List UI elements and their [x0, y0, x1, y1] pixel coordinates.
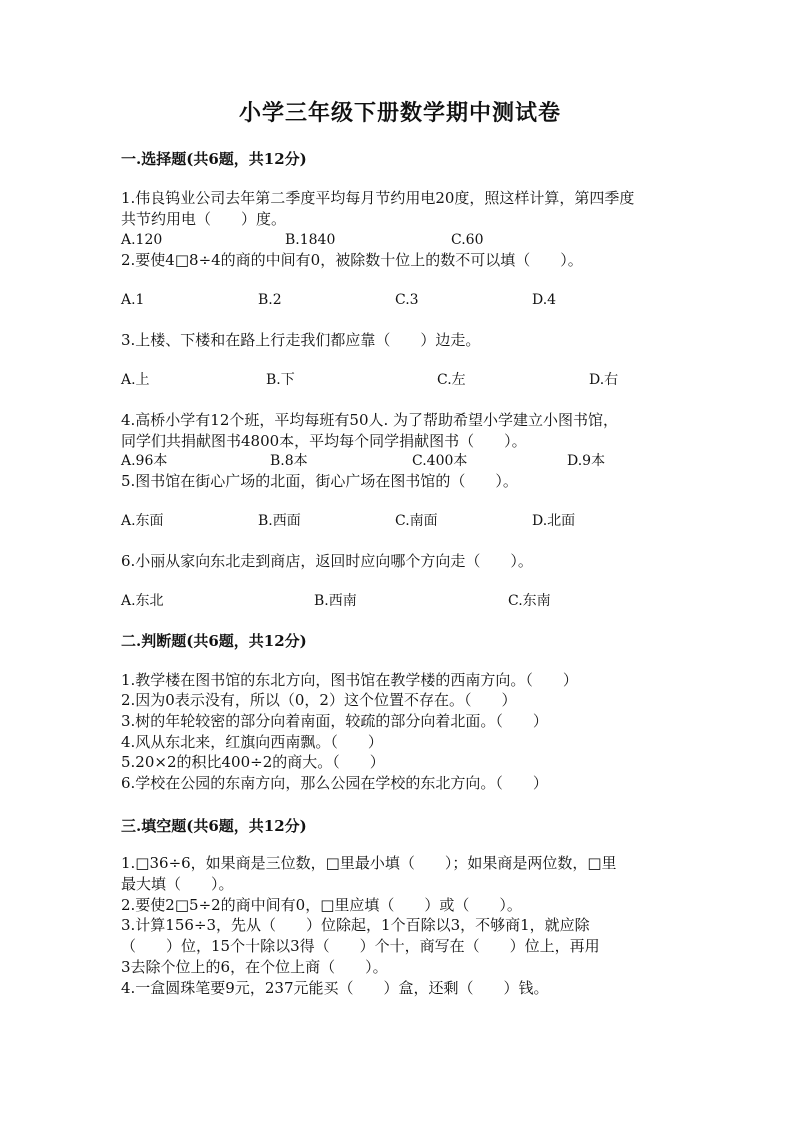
option-b: B.8本 [270, 453, 308, 469]
question-text: 同学们共捐献图书4800本，平均每个同学捐献图书（ ）。 [121, 432, 527, 450]
question-text: 6.小丽从家向东北走到商店，返回时应向哪个方向走（ ）。 [121, 552, 533, 570]
question-text: 共节约用电（ ）度。 [121, 210, 287, 228]
judge-item: 3.树的年轮较密的部分向着南面，较疏的部分向着北面。（ ） [121, 712, 548, 730]
fill-item: 3.计算156÷3，先从（ ）位除起，1个百除以3，不够商1，就应除 [121, 916, 590, 934]
option-c: C.左 [437, 372, 466, 388]
option-d: D.北面 [532, 513, 576, 529]
section-heading-fill: 三.填空题(共6题，共12分) [121, 817, 307, 835]
fill-item: 4.一盒圆珠笔要9元，237元能买（ ）盒，还剩（ ）钱。 [121, 979, 549, 997]
judge-item: 2.因为0表示没有，所以（0，2）这个位置不存在。（ ） [121, 691, 517, 709]
section-heading-choice: 一.选择题(共6题，共12分) [121, 150, 307, 168]
option-d: D.9本 [567, 453, 606, 469]
option-c: C.南面 [395, 513, 438, 529]
question-text: 3.上楼、下楼和在路上行走我们都应靠（ ）边走。 [121, 331, 481, 349]
option-a: A.1 [121, 292, 145, 308]
question-text: 4.高桥小学有12个班，平均每班有50人. 为了帮助希望小学建立小图书馆， [121, 411, 619, 429]
option-c: C.400本 [412, 453, 468, 469]
option-c: C.60 [451, 232, 484, 248]
fill-item: 3去除个位上的6，在个位上商（ ）。 [121, 958, 388, 976]
section-heading-judge: 二.判断题(共6题，共12分) [121, 632, 307, 650]
judge-item: 6.学校在公园的东南方向，那么公园在学校的东北方向。（ ） [121, 774, 548, 792]
option-d: D.右 [589, 372, 619, 388]
option-b: B.下 [266, 372, 295, 388]
fill-item: 最大填（ ）。 [121, 875, 234, 893]
option-a: A.96本 [121, 453, 168, 469]
question-text: 1.伟良钨业公司去年第二季度平均每月节约用电20度，照这样计算，第四季度 [121, 189, 635, 207]
fill-item: 1.□36÷6，如果商是三位数，□里最小填（ ）；如果商是两位数，□里 [121, 854, 617, 872]
page-title: 小学三年级下册数学期中测试卷 [238, 100, 561, 126]
option-c: C.3 [395, 292, 419, 308]
judge-item: 4.风从东北来，红旗向西南飘。（ ） [121, 733, 383, 751]
option-b: B.2 [258, 292, 282, 308]
question-text: 2.要使4□8÷4的商的中间有0，被除数十位上的数不可以填（ ）。 [121, 251, 583, 269]
fill-item: （ ）位，15个十除以3得（ ）个十，商写在（ ）位上，再用 [121, 937, 600, 955]
option-a: A.东面 [121, 513, 164, 529]
fill-item: 2.要使2□5÷2的商中间有0，□里应填（ ）或（ ）。 [121, 896, 522, 914]
option-d: D.4 [532, 292, 557, 308]
judge-item: 1.教学楼在图书馆的东北方向，图书馆在教学楼的西南方向。（ ） [121, 671, 578, 689]
option-a: A.东北 [121, 593, 164, 609]
option-a: A.上 [121, 372, 150, 388]
question-text: 5.图书馆在街心广场的北面，街心广场在图书馆的（ ）。 [121, 472, 518, 490]
option-b: B.1840 [285, 232, 336, 248]
option-c: C.东南 [508, 593, 551, 609]
judge-item: 5.20×2的积比400÷2的商大。（ ） [121, 753, 385, 771]
option-b: B.西面 [258, 513, 301, 529]
option-b: B.西南 [314, 593, 357, 609]
option-a: A.120 [121, 232, 163, 248]
